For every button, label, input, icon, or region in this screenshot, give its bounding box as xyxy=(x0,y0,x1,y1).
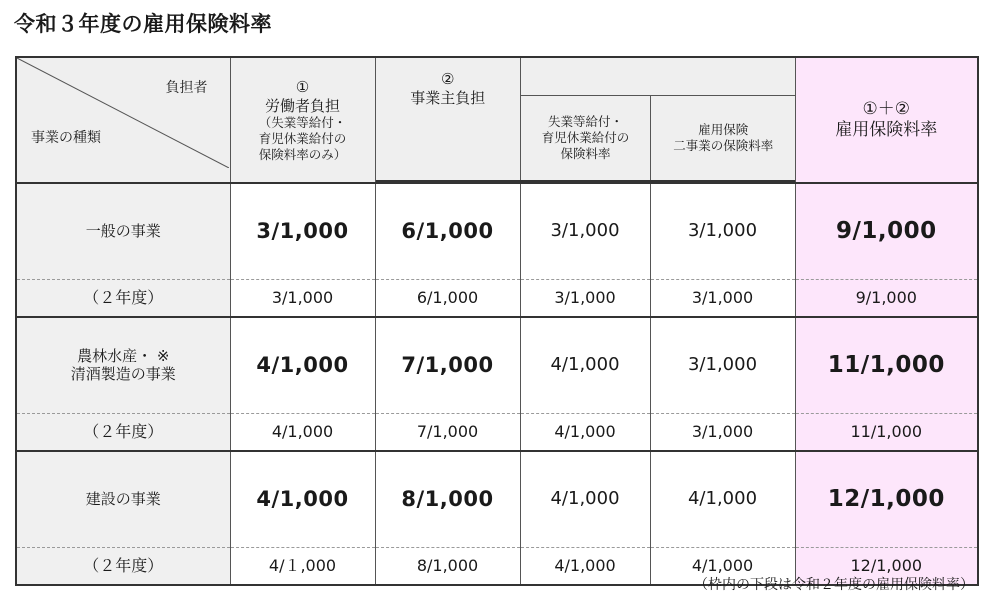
header-two-programs-rate xyxy=(651,95,796,181)
total-rate-title: 雇用保険料率 xyxy=(835,120,938,140)
employer-rate: 8/1,000 xyxy=(401,487,494,512)
prev-total-rate-cell xyxy=(795,413,978,451)
total-rate-cell xyxy=(795,451,978,547)
two-programs-rate-cell xyxy=(650,451,795,547)
unemp-rate: 4/1,000 xyxy=(550,354,620,375)
prev-employer-rate-cell xyxy=(375,279,520,317)
employer-number-mark: ② xyxy=(441,70,455,88)
employer-subheader xyxy=(376,58,796,182)
prev-employer-rate-cell xyxy=(375,547,520,585)
employer-subheader-spacer xyxy=(521,58,796,95)
worker-burden-title: 労働者負担 xyxy=(264,96,340,115)
worker-rate-cell xyxy=(230,451,375,547)
worker-rate: 4/1,000 xyxy=(256,487,349,512)
page-title: 令和３年度の雇用保険料率 xyxy=(14,12,272,36)
prev-year-label-cell xyxy=(16,547,230,585)
two-programs-rate: 4/1,000 xyxy=(687,488,758,509)
unemp-line-2: 育児休業給付の xyxy=(541,129,630,145)
prev-total-rate-cell xyxy=(795,279,978,317)
prev-unemp-rate: 4/1,000 xyxy=(554,421,616,441)
prev-unemp-rate-cell xyxy=(520,547,650,585)
header-corner-cell xyxy=(16,57,230,183)
two-programs-rate-cell xyxy=(650,183,795,279)
prev-employer-rate: 6/1,000 xyxy=(416,287,479,307)
prev-two-programs-rate: 3/1,000 xyxy=(691,421,754,441)
prev-worker-rate-cell xyxy=(230,413,375,451)
category-cell xyxy=(16,183,230,279)
prev-employer-rate-cell xyxy=(375,413,520,451)
prev-worker-rate: 4/１,000 xyxy=(268,555,337,575)
two-programs-rate: 3/1,000 xyxy=(687,354,758,375)
employer-rate-cell xyxy=(375,451,520,547)
total-rate-cell xyxy=(795,317,978,413)
prev-unemp-rate-cell xyxy=(520,413,650,451)
prev-unemp-rate-cell xyxy=(520,279,650,317)
header-total-rate xyxy=(795,57,978,183)
prev-worker-rate-cell xyxy=(230,279,375,317)
prev-year-label: （２年度） xyxy=(83,287,164,307)
table-row xyxy=(16,183,978,279)
header-employer-burden xyxy=(375,57,795,183)
prev-two-programs-rate: 3/1,000 xyxy=(691,287,754,307)
unemp-line-3: 保険料率 xyxy=(560,145,611,161)
worker-rate: 3/1,000 xyxy=(256,219,349,244)
prev-year-label-cell xyxy=(16,413,230,451)
prev-year-label: （２年度） xyxy=(83,555,164,575)
employer-burden-title: 事業主負担 xyxy=(410,88,486,107)
employer-burden-title-cell xyxy=(376,58,521,181)
diagonal-divider xyxy=(17,58,229,168)
table-row xyxy=(16,317,978,413)
insurance-rate-table xyxy=(15,56,979,586)
worker-number-mark: ① xyxy=(295,77,310,96)
prev-total-rate: 9/1,000 xyxy=(855,287,917,307)
category-name-line-1: 農林水産・ ※ xyxy=(77,346,170,365)
header-unemployment-rate xyxy=(521,95,651,181)
worker-note-line-1: （失業等給付・ xyxy=(258,115,347,131)
worker-rate-cell xyxy=(230,183,375,279)
prev-two-programs-rate-cell xyxy=(650,279,795,317)
prev-worker-rate-cell xyxy=(230,547,375,585)
total-number-mark: ①＋② xyxy=(862,98,911,119)
prev-total-rate: 11/1,000 xyxy=(850,421,923,441)
total-rate-cell xyxy=(795,183,978,279)
business-kind-label: 事業の種類 xyxy=(31,130,101,146)
unemp-rate-cell xyxy=(520,317,650,413)
prev-two-programs-rate-cell xyxy=(650,413,795,451)
total-rate: 12/1,000 xyxy=(827,485,945,512)
prev-year-label-cell xyxy=(16,279,230,317)
unemp-rate-cell xyxy=(520,183,650,279)
table-row xyxy=(16,451,978,547)
prev-worker-rate: 4/1,000 xyxy=(271,421,334,441)
footnote: （枠内の下段は令和２年度の雇用保険料率） xyxy=(694,577,974,593)
prev-year-label: （２年度） xyxy=(83,421,164,441)
employer-rate-cell xyxy=(375,183,520,279)
unemp-rate: 3/1,000 xyxy=(550,220,620,241)
prev-total-rate: 12/1,000 xyxy=(850,555,923,575)
worker-rate: 4/1,000 xyxy=(256,353,349,378)
prev-worker-rate: 3/1,000 xyxy=(271,287,334,307)
unemp-rate: 4/1,000 xyxy=(550,488,620,509)
employer-rate: 7/1,000 xyxy=(401,353,494,378)
unemp-line-1: 失業等給付・ xyxy=(547,114,623,130)
total-rate: 9/1,000 xyxy=(835,217,937,244)
burden-label: 負担者 xyxy=(165,80,208,96)
category-cell xyxy=(16,451,230,547)
two-programs-line-2: 二事業の保険料率 xyxy=(673,137,774,153)
category-name-line-2: 清酒製造の事業 xyxy=(70,365,176,384)
worker-note-line-3: 保険料率のみ） xyxy=(258,146,347,162)
table-header-row xyxy=(16,57,978,183)
worker-note-line-2: 育児休業給付の xyxy=(258,130,347,146)
prev-unemp-rate: 4/1,000 xyxy=(554,555,616,575)
employer-rate: 6/1,000 xyxy=(401,219,494,244)
prev-two-programs-rate: 4/1,000 xyxy=(691,555,754,575)
two-programs-rate-cell xyxy=(650,317,795,413)
prev-employer-rate: 7/1,000 xyxy=(416,421,479,441)
employer-rate-cell xyxy=(375,317,520,413)
worker-rate-cell xyxy=(230,317,375,413)
category-cell xyxy=(16,317,230,413)
prev-employer-rate: 8/1,000 xyxy=(416,555,479,575)
category-name: 建設の事業 xyxy=(85,489,161,508)
header-worker-burden xyxy=(230,57,375,183)
unemp-rate-cell xyxy=(520,451,650,547)
two-programs-rate: 3/1,000 xyxy=(687,220,758,241)
total-rate: 11/1,000 xyxy=(827,351,945,378)
table-row-previous-year xyxy=(16,279,978,317)
two-programs-line-1: 雇用保険 xyxy=(698,122,749,138)
table-row-previous-year xyxy=(16,413,978,451)
prev-unemp-rate: 3/1,000 xyxy=(554,287,616,307)
category-name: 一般の事業 xyxy=(85,221,161,240)
